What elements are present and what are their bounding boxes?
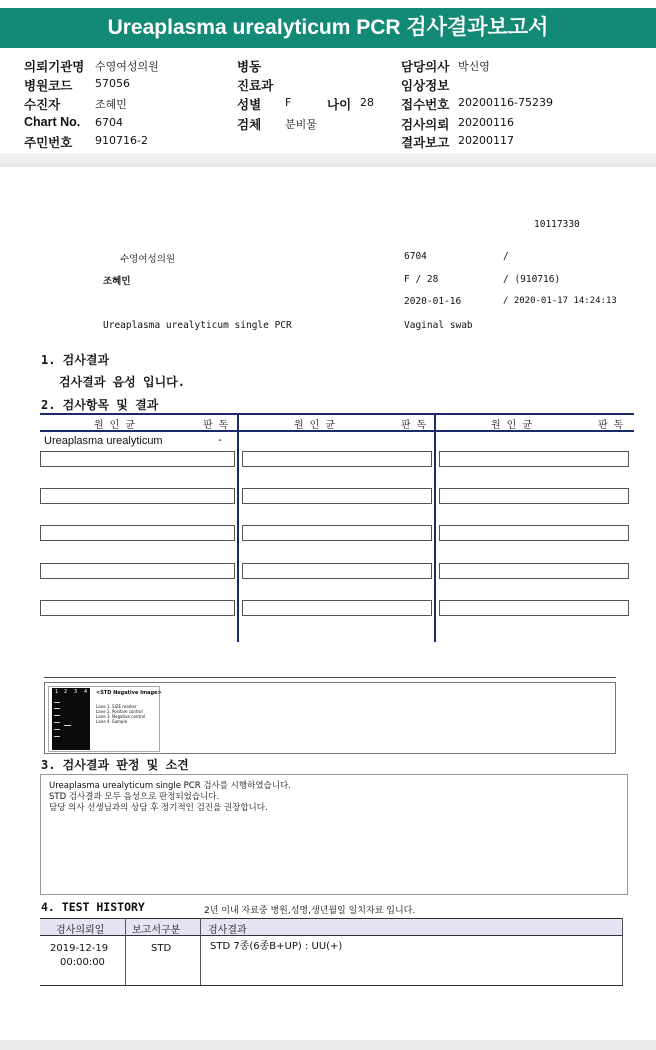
gel-legend-line: Lane 3. Negative control (96, 714, 146, 719)
doc-number: 10117330 (534, 219, 580, 230)
gel-band (54, 715, 60, 716)
result-cell (242, 600, 432, 616)
opinion-line: STD 검사결과 모두 음성으로 판정되었습니다. (49, 792, 220, 802)
section4-heading: 4. TEST HISTORY (41, 900, 145, 914)
gel-band (54, 736, 60, 737)
result-cell (439, 488, 629, 504)
section2-heading: 2. 검사항목 및 결과 (41, 398, 159, 412)
clinical-info-label: 임상정보 (401, 79, 450, 93)
result-cell (40, 488, 235, 504)
lane-number: 3 (74, 689, 78, 695)
section1-heading: 1. 검사결과 (41, 353, 110, 367)
col-pathogen-header: 원 인 균 (294, 420, 336, 431)
report-test-name: Ureaplasma urealyticum single PCR (103, 320, 292, 331)
history-header-row (40, 918, 623, 936)
report-chart: 6704 (404, 251, 427, 262)
history-row-type: STD (151, 943, 172, 954)
history-col-result: 검사결과 (208, 925, 247, 936)
receipt-no-value: 20200116-75239 (458, 96, 553, 109)
doctor-label: 담당의사 (401, 60, 450, 74)
resident-no-value: 910716-2 (95, 134, 148, 147)
sex-value: F (285, 96, 292, 109)
history-col-type: 보고서구분 (132, 925, 181, 936)
specimen-label: 검체 (237, 118, 262, 132)
result-cell (439, 600, 629, 616)
history-row-result: STD 7종(6종B+UP) : UU(+) (210, 941, 343, 952)
clinic-label: 의뢰기관명 (24, 60, 85, 74)
result-cell (40, 451, 235, 467)
image-top-rule (44, 677, 616, 678)
age-label: 나이 (327, 98, 352, 112)
chart-no-label: Chart No. (24, 115, 81, 129)
gel-title: <STD Negative Image> (96, 690, 162, 696)
sex-label: 성별 (237, 98, 262, 112)
result-cell (439, 451, 629, 467)
result-cell (242, 451, 432, 467)
gel-band (54, 722, 60, 723)
history-row-time: 00:00:00 (60, 957, 105, 968)
history-note: 2년 이내 자료중 병원,성명,생년월일 일치자료 입니다. (204, 906, 416, 916)
report-birth: / (910716) (503, 274, 561, 285)
chart-no-value: 6704 (95, 116, 123, 129)
history-bottom-rule (40, 985, 623, 986)
col-result-header: 판 독 (203, 420, 229, 431)
col-result-header: 판 독 (401, 420, 427, 431)
page-footer-bar (0, 1040, 656, 1050)
report-specimen: Vaginal swab (404, 320, 473, 331)
patient-label: 수진자 (24, 98, 61, 112)
result-cell (439, 563, 629, 579)
report-slash: / (503, 251, 509, 262)
doctor-value: 박신영 (458, 60, 490, 73)
dept-label: 진료과 (237, 79, 274, 93)
age-value: 28 (360, 96, 374, 109)
col-pathogen-header: 원 인 균 (491, 420, 533, 431)
lane-number: 1 (55, 689, 59, 695)
opinion-line: Ureaplasma urealyticum single PCR 검사를 시행하였습니다. (49, 781, 291, 791)
history-row-date: 2019-12-19 (50, 943, 109, 954)
col-pathogen-header: 원 인 균 (94, 420, 136, 431)
lane-number: 4 (84, 689, 88, 695)
gel-photo (52, 688, 90, 750)
request-date-label: 검사의뢰 (401, 118, 450, 132)
specimen-value: 분비물 (285, 118, 317, 131)
hospital-code-value: 57056 (95, 77, 130, 90)
clinic-value: 수영여성의원 (95, 60, 159, 73)
history-col-divider (622, 918, 623, 986)
result-cell (242, 488, 432, 504)
opinion-box (40, 774, 628, 895)
col-result-header: 판 독 (598, 420, 624, 431)
pathogen-name: Ureaplasma urealyticum (44, 435, 163, 447)
result-cell (40, 563, 235, 579)
gel-band (64, 725, 71, 726)
lane-number: 2 (64, 689, 68, 695)
report-clinic: 수영여성의원 (120, 254, 176, 265)
report-date-received: 2020-01-16 (404, 296, 462, 307)
history-col-divider (125, 918, 126, 986)
section3-heading: 3. 검사결과 판정 및 소견 (41, 758, 189, 772)
report-date-reported: / 2020-01-17 14:24:13 (503, 296, 617, 306)
header-divider (0, 153, 656, 167)
gel-legend-line: Lane 2. Positive control (96, 709, 143, 714)
report-date-label: 결과보고 (401, 136, 450, 150)
gel-band (54, 702, 60, 703)
result-cell (40, 525, 235, 541)
receipt-no-label: 접수번호 (401, 98, 450, 112)
column-divider (434, 413, 436, 642)
resident-no-label: 주민번호 (24, 136, 73, 150)
report-sex-age: F / 28 (404, 274, 439, 285)
result-cell (242, 563, 432, 579)
result-cell (40, 600, 235, 616)
report-title: Ureaplasma urealyticum PCR 검사결과보고서 (0, 8, 656, 48)
table-top-rule (40, 413, 634, 415)
opinion-line: 담당 의사 선생님과의 상담 후 정기적인 검진을 권장합니다. (49, 803, 268, 813)
gel-legend-line: Lane 4. Sample (96, 719, 128, 724)
history-col-date: 검사의뢰일 (56, 925, 105, 936)
report-patient: 조혜민 (103, 276, 131, 287)
history-col-divider (200, 918, 201, 986)
report-date-value: 20200117 (458, 134, 514, 147)
result-cell (242, 525, 432, 541)
gel-band (54, 708, 60, 709)
gel-image-panel (48, 686, 160, 752)
request-date-value: 20200116 (458, 116, 514, 129)
section1-result-text: 검사결과 음성 입니다. (59, 375, 186, 389)
pathogen-result: - (218, 434, 222, 446)
column-divider (237, 413, 239, 642)
hospital-code-label: 병원코드 (24, 79, 73, 93)
ward-label: 병동 (237, 60, 262, 74)
patient-value: 조혜민 (95, 98, 127, 111)
result-cell (439, 525, 629, 541)
gel-legend-line: Lane 1. SIZE marker (96, 704, 137, 709)
gel-band (54, 729, 60, 730)
